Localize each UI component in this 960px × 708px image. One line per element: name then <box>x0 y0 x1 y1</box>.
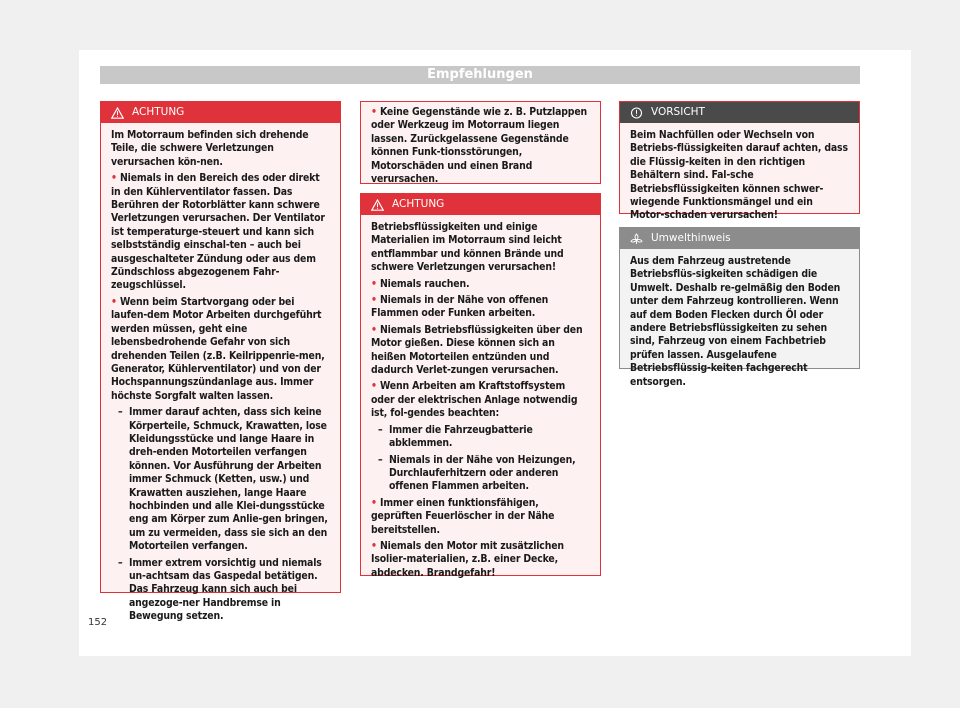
environment-text: Aus dem Fahrzeug austretende Betriebsflüs-sigkeiten schädigen die Umwelt. Deshalb re-gelmäßig den Boden unter dem Fahrzeug kontrollieren. Wenn auf dem Boden Flecken durch Öl oder andere Betriebsflüssigkeiten zu sehen sind, Fahrzeug von einem Fachbetrieb prüfen lassen. Ausgelaufene Betriebsflüssig-keiten fachgerecht entsorgen. <box>630 255 841 388</box>
page-number: 152 <box>88 617 108 628</box>
list-item: • Niemals den Motor mit zusätzlichen Isolier-materialien, z.B. einer Decke, abdecken. Brandgefahr! <box>371 539 564 579</box>
warning-intro: Im Motorraum befinden sich drehende Teile, die schwere Verletzungen verursachen kön-nen. <box>111 129 309 168</box>
warning-content <box>361 215 600 580</box>
warning-intro: Betriebsflüssigkeiten und einige Materialien im Motorraum sind leicht entflammbar und können Brände und schwere Verletzungen verursachen! <box>371 221 564 274</box>
warning-content <box>101 123 340 624</box>
list-item-text: Niemals in der Nähe von offenen Flammen oder Funken arbeiten. <box>371 294 549 320</box>
page-header <box>100 66 860 84</box>
list-item: • Keine Gegenstände wie z. B. Putzlappen oder Werkzeug im Motorraum liegen lassen. Zurückgelassene Gegenstände können Funk-tionsstörungen, Motorschäden und einen Brand verursachen. <box>371 106 588 186</box>
list-item-text: Niemals den Motor mit zusätzlichen Isolier-materialien, z.B. einer Decke, abdecken. Brandgefahr! <box>371 539 564 579</box>
list-item: • Niemals in der Nähe von offenen Flammen oder Funken arbeiten. <box>371 294 549 320</box>
warning-header <box>361 194 600 215</box>
warning-box-flammable <box>360 193 601 579</box>
sub-list-item-text: Niemals in der Nähe von Heizungen, Durchlauferhitzern oder anderen offenen Flammen arbeiten. <box>389 453 576 493</box>
caution-heading: VORSICHT <box>651 106 705 118</box>
page-title: Empfehlungen <box>427 67 533 82</box>
sub-list-item: – Niemals in der Nähe von Heizungen, Durchlauferhitzern oder anderen offenen Flammen arbeiten. <box>378 453 576 493</box>
environment-header <box>620 228 859 249</box>
warning-header <box>101 102 340 123</box>
list-item-text: Niemals in den Bereich des oder direkt in den Kühlerventilator fassen. Das Berühren der Rotorblätter kann schwere Verletzungen verursachen. Der Ventilator ist temperaturge-steuert und kann sich selbstständig einschal-ten – auch bei ausgeschalteter Zündung oder aus dem Zündschloss abgezogenem Fahr-zeugschlüssel. <box>111 172 325 292</box>
list-item: • Immer einen funktionsfähigen, geprüften Feuerlöscher in der Nähe bereitstellen. <box>371 496 555 536</box>
list-item-text: Wenn Arbeiten am Kraftstoffsystem oder der elektrischen Anlage notwendig ist, fol-gendes beachten: <box>371 380 578 420</box>
list-item: • Niemals in den Bereich des oder direkt in den Kühlerventilator fassen. Das Berühren der Rotorblätter kann schwere Verletzungen verursachen. Der Ventilator ist temperaturge-steuert und kann sich selbstständig einschal-ten – auch bei ausgeschalteter Zündung oder aus dem Zündschloss abgezogenem Fahr-zeugschlüssel. <box>111 172 325 292</box>
list-item: • Wenn beim Startvorgang oder bei laufen-dem Motor Arbeiten durchgeführt werden müssen, geht eine lebensbedrohende Gefahr von sich drehenden Teilen (z.B. Keilrippenrie-men, Generator, Kühlerventilator) und von der Hochspannungszündanlage aus. Immer höchste Sorgfalt walten lassen. <box>111 295 325 402</box>
warning-triangle-icon <box>111 107 124 119</box>
environment-box <box>619 227 860 388</box>
list-item: • Niemals rauchen. <box>371 277 470 290</box>
sub-list-item-text: Immer extrem vorsichtig und niemals un-achtsam das Gaspedal betätigen. Das Fahrzeug kann sich auch bei angezoge-ner Handbremse in Bewegung setzen. <box>129 556 322 623</box>
note-box-objects <box>360 101 601 184</box>
environment-content <box>620 249 859 389</box>
caution-box <box>619 101 860 222</box>
sub-list-item-text: Immer darauf achten, dass sich keine Körperteile, Schmuck, Krawatten, lose Kleidungsstücke und lange Haare in dreh-enden Motorteilen verfangen können. Vor Ausführung der Arbeiten immer Schmuck (Ketten, usw.) und Krawatten ausziehen, lange Haare hochbinden und alle Klei-dungsstücke eng am Körper zum Anlie-gen bringen, um zu vermeiden, dass sie sich an den Motorteilen verfangen. <box>129 406 328 553</box>
warning-heading: ACHTUNG <box>132 106 185 118</box>
list-item: • Wenn Arbeiten am Kraftstoffsystem oder der elektrischen Anlage notwendig ist, fol-gendes beachten: <box>371 380 578 420</box>
warning-triangle-icon <box>371 199 384 211</box>
info-circle-icon <box>630 107 643 119</box>
environment-heading: Umwelthinweis <box>651 232 731 244</box>
environment-icon <box>630 233 643 245</box>
list-item-text: Immer einen funktionsfähigen, geprüften Feuerlöscher in der Nähe bereitstellen. <box>371 496 555 536</box>
note-content <box>361 102 600 186</box>
sub-list-item-text: Immer die Fahrzeugbatterie abklemmen. <box>389 423 533 450</box>
sub-list-item: – Immer extrem vorsichtig und niemals un-achtsam das Gaspedal betätigen. Das Fahrzeug kann sich auch bei angezoge-ner Handbremse in Bewegung setzen. <box>118 556 322 623</box>
warning-heading: ACHTUNG <box>392 198 445 210</box>
caution-header <box>620 102 859 123</box>
warning-box-moving-parts <box>100 101 341 623</box>
list-item-text: Keine Gegenstände wie z. B. Putzlappen oder Werkzeug im Motorraum liegen lassen. Zurückgelassene Gegenstände können Funk-tionsstörungen, Motorschäden und einen Brand verursachen. <box>371 106 588 186</box>
caution-content <box>620 123 859 223</box>
list-item-text: Niemals Betriebsflüssigkeiten über den Motor gießen. Diese können sich an heißen Motorteilen entzünden und dadurch Verlet-zungen verursachen. <box>371 323 583 377</box>
sub-list-item: – Immer darauf achten, dass sich keine Körperteile, Schmuck, Krawatten, lose Kleidungsstücke und lange Haare in dreh-enden Motorteilen verfangen können. Vor Ausführung der Arbeiten immer Schmuck (Ketten, usw.) und Krawatten ausziehen, lange Haare hochbinden und alle Klei-dungsstücke eng am Körper zum Anlie-gen bringen, um zu vermeiden, dass sie sich an den Motorteilen verfangen. <box>118 406 328 553</box>
sub-list-item: – Immer die Fahrzeugbatterie abklemmen. <box>378 423 533 450</box>
list-item-text: Wenn beim Startvorgang oder bei laufen-dem Motor Arbeiten durchgeführt werden müssen, geht eine lebensbedrohende Gefahr von sich drehenden Teilen (z.B. Keilrippenrie-men, Generator, Kühlerventilator) und von der Hochspannungszündanlage aus. Immer höchste Sorgfalt walten lassen. <box>111 295 325 402</box>
list-item: • Niemals Betriebsflüssigkeiten über den Motor gießen. Diese können sich an heißen Motorteilen entzünden und dadurch Verlet-zungen verursachen. <box>371 323 583 377</box>
list-item-text: Niemals rauchen. <box>380 277 470 290</box>
caution-text: Beim Nachfüllen oder Wechseln von Betriebs-flüssigkeiten darauf achten, dass die Flüssig-keiten in den richtigen Behältern sind. Fal-sche Betriebsflüssigkeiten können schwer-wiegende Funktionsmängel und ein Motor-schaden verursachen! <box>630 129 848 222</box>
